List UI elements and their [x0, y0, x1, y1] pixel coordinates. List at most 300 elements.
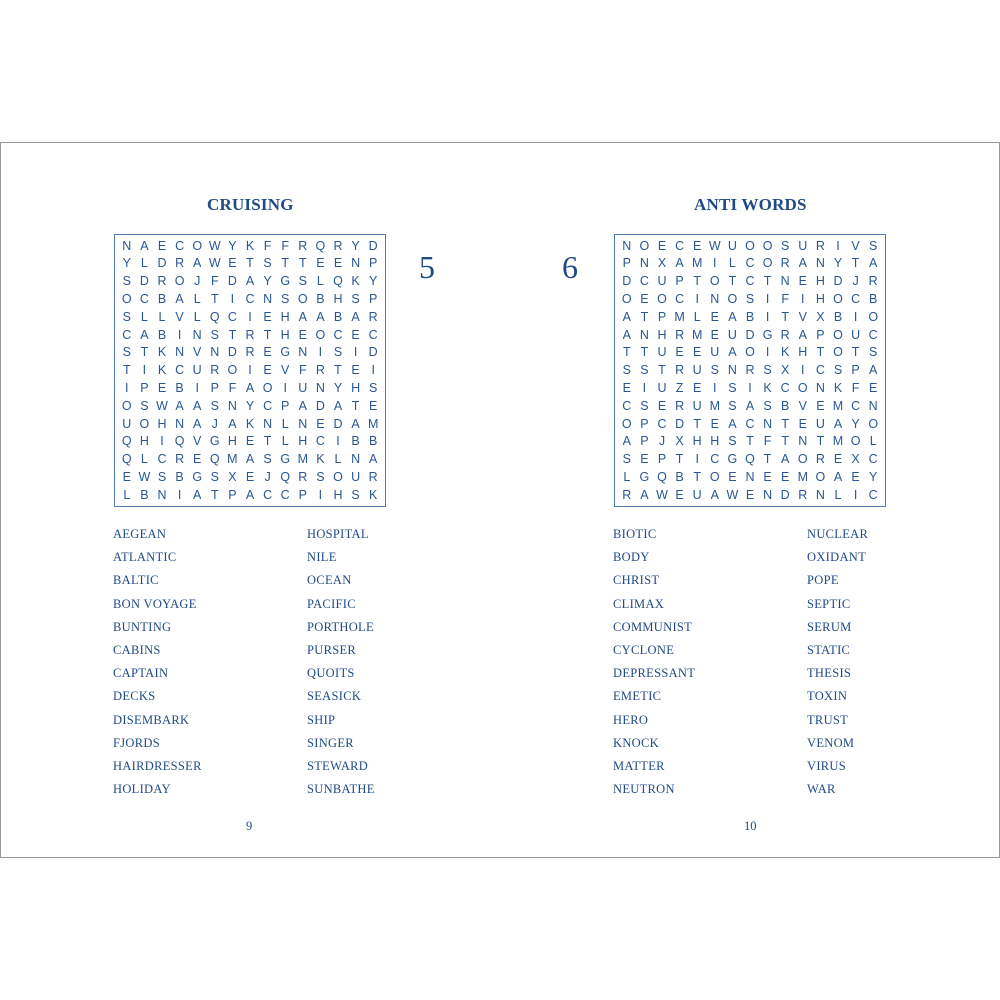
- grid-cell: X: [228, 470, 237, 485]
- grid-cell: R: [175, 256, 185, 271]
- grid-cell: V: [193, 345, 202, 360]
- grid-cell: A: [245, 381, 255, 396]
- grid-cell: T: [693, 274, 702, 289]
- grid-cell: A: [781, 452, 790, 467]
- word-list-item: WAR: [807, 782, 836, 797]
- grid-cell: N: [298, 345, 308, 360]
- puzzle-title: CRUISING: [207, 195, 294, 214]
- page-number: 10: [744, 819, 757, 833]
- grid-cell: O: [192, 238, 203, 253]
- word-list-item: BON VOYAGE: [113, 596, 197, 611]
- grid-cell: E: [369, 398, 378, 413]
- grid-cell: N: [351, 256, 361, 271]
- word-list-item: DEPRESSANT: [613, 666, 696, 681]
- grid-cell: P: [640, 434, 649, 449]
- grid-cell: N: [868, 398, 878, 413]
- word-list-item: CLIMAX: [613, 596, 665, 611]
- grid-cell: T: [728, 274, 737, 289]
- grid-cell: T: [816, 345, 825, 360]
- grid-cell: N: [157, 487, 167, 502]
- grid-cell: O: [621, 292, 632, 307]
- grid-cell: T: [281, 256, 290, 271]
- grid-cell: E: [263, 309, 272, 324]
- grid-cell: F: [763, 434, 772, 449]
- word-list-item: NEUTRON: [613, 782, 675, 797]
- grid-cell: S: [763, 398, 772, 413]
- grid-cell: M: [674, 309, 685, 324]
- grid-cell: B: [781, 398, 790, 413]
- grid-cell: R: [298, 238, 308, 253]
- grid-cell: K: [833, 381, 843, 396]
- grid-cell: I: [195, 381, 199, 396]
- grid-cell: A: [833, 470, 843, 485]
- grid-cell: C: [333, 327, 343, 342]
- grid-cell: A: [245, 274, 255, 289]
- word-list-item: STEWARD: [307, 758, 369, 773]
- grid-cell: N: [351, 452, 361, 467]
- grid-cell: W: [208, 256, 221, 271]
- grid-cell: B: [175, 381, 184, 396]
- grid-cell: O: [797, 381, 808, 396]
- grid-cell: P: [851, 363, 860, 378]
- word-list-item: BUNTING: [113, 619, 172, 634]
- word-list-item: STATIC: [807, 642, 851, 657]
- grid-cell: D: [227, 274, 237, 289]
- grid-cell: O: [139, 416, 150, 431]
- grid-cell: D: [157, 256, 167, 271]
- grid-cell: C: [368, 327, 378, 342]
- grid-cell: R: [868, 274, 878, 289]
- grid-cell: O: [745, 238, 755, 253]
- grid-cell: I: [765, 345, 770, 360]
- grid-cell: I: [248, 363, 252, 378]
- grid-cell: U: [122, 416, 132, 431]
- grid-cell: S: [351, 292, 360, 307]
- grid-cell: A: [245, 452, 255, 467]
- grid-cell: E: [869, 381, 878, 396]
- grid-cell: A: [869, 363, 878, 378]
- grid-cell: S: [281, 292, 290, 307]
- grid-cell: A: [245, 487, 255, 502]
- grid-cell: O: [227, 363, 238, 378]
- grid-cell: C: [227, 309, 237, 324]
- grid-cell: N: [815, 487, 825, 502]
- grid-cell: T: [263, 327, 272, 342]
- grid-cell: I: [230, 292, 235, 307]
- grid-cell: O: [709, 470, 720, 485]
- grid-cell: Z: [675, 381, 684, 396]
- grid-cell: N: [175, 345, 185, 360]
- grid-cell: H: [333, 487, 343, 502]
- grid-cell: U: [815, 416, 825, 431]
- grid-cell: W: [156, 398, 168, 413]
- grid-cell: C: [157, 452, 167, 467]
- grid-cell: C: [280, 487, 290, 502]
- grid-cell: O: [262, 381, 273, 396]
- grid-cell: F: [851, 381, 860, 396]
- word-list-item: CABINS: [113, 642, 161, 657]
- grid-cell: J: [211, 416, 218, 431]
- grid-cell: L: [193, 292, 201, 307]
- grid-cell: D: [333, 416, 343, 431]
- grid-cell: U: [710, 345, 720, 360]
- grid-cell: T: [781, 434, 790, 449]
- grid-cell: R: [210, 363, 220, 378]
- grid-cell: E: [245, 434, 255, 449]
- grid-cell: T: [851, 345, 860, 360]
- grid-cell: U: [692, 398, 702, 413]
- grid-cell: V: [281, 363, 290, 378]
- grid-cell: V: [798, 398, 807, 413]
- grid-cell: O: [639, 238, 650, 253]
- grid-cell: A: [175, 292, 184, 307]
- grid-cell: A: [298, 398, 307, 413]
- grid-cell: O: [745, 345, 755, 360]
- grid-cell: S: [369, 381, 378, 396]
- grid-cell: A: [728, 309, 737, 324]
- word-list-item: OXIDANT: [807, 550, 867, 565]
- grid-cell: T: [210, 487, 219, 502]
- grid-cell: X: [781, 363, 790, 378]
- word-list: [113, 527, 443, 805]
- grid-cell: H: [227, 434, 237, 449]
- grid-cell: Y: [833, 256, 843, 271]
- grid-cell: I: [642, 381, 647, 396]
- grid-cell: Y: [333, 381, 343, 396]
- grid-cell: N: [745, 470, 755, 485]
- grid-cell: J: [658, 434, 666, 449]
- grid-cell: H: [815, 292, 825, 307]
- grid-cell: R: [622, 487, 632, 502]
- grid-cell: A: [798, 256, 807, 271]
- grid-cell: X: [657, 256, 667, 271]
- grid-cell: E: [193, 452, 202, 467]
- grid-cell: E: [122, 470, 131, 485]
- grid-cell: T: [263, 434, 272, 449]
- grid-cell: N: [710, 292, 720, 307]
- grid-cell: G: [762, 327, 773, 342]
- grid-cell: Y: [228, 238, 237, 253]
- word-list-item: PURSER: [307, 642, 357, 657]
- grid-cell: L: [334, 452, 342, 467]
- grid-cell: B: [175, 470, 184, 485]
- grid-cell: E: [798, 416, 807, 431]
- grid-cell: T: [675, 452, 684, 467]
- grid-cell: N: [815, 256, 825, 271]
- grid-cell: N: [175, 416, 185, 431]
- grid-cell: T: [622, 345, 631, 360]
- grid-cell: T: [816, 434, 825, 449]
- grid-cell: S: [728, 434, 737, 449]
- grid-cell: S: [333, 345, 343, 360]
- grid-cell: Y: [122, 256, 131, 271]
- puzzle-number: 5: [419, 249, 435, 285]
- grid-cell: N: [315, 381, 325, 396]
- grid-cell: I: [177, 487, 182, 502]
- word-list-item: SHIP: [307, 712, 336, 727]
- grid-cell: J: [194, 274, 201, 289]
- grid-cell: N: [815, 381, 825, 396]
- grid-cell: F: [281, 238, 290, 253]
- grid-cell: E: [763, 470, 772, 485]
- grid-cell: R: [245, 327, 255, 342]
- grid-cell: E: [333, 256, 343, 271]
- grid-cell: Q: [657, 470, 667, 485]
- grid-cell: N: [763, 487, 773, 502]
- grid-cell: T: [640, 345, 649, 360]
- grid-cell: G: [192, 470, 203, 485]
- grid-cell: E: [157, 238, 167, 253]
- grid-cell: T: [851, 256, 860, 271]
- grid-cell: C: [675, 292, 685, 307]
- grid-cell: B: [157, 327, 167, 342]
- grid-cell: L: [281, 434, 289, 449]
- grid-cell: N: [263, 292, 273, 307]
- grid-cell: G: [280, 345, 291, 360]
- grid-cell: E: [640, 292, 649, 307]
- grid-cell: P: [298, 487, 307, 502]
- puzzle-number: 6: [562, 249, 578, 285]
- grid-cell: W: [656, 487, 668, 502]
- grid-cell: C: [780, 381, 790, 396]
- grid-cell: C: [263, 487, 273, 502]
- grid-cell: C: [175, 363, 185, 378]
- word-list-item: HOLIDAY: [113, 782, 171, 797]
- grid-cell: V: [851, 238, 860, 253]
- grid-cell: I: [853, 309, 858, 324]
- grid-cell: E: [245, 470, 255, 485]
- grid-cell: I: [248, 309, 252, 324]
- grid-cell: E: [657, 238, 667, 253]
- grid-cell: F: [781, 292, 790, 307]
- grid-cell: Q: [333, 274, 343, 289]
- grid-cell: Y: [263, 274, 272, 289]
- grid-cell: E: [693, 381, 702, 396]
- grid-cell: O: [121, 292, 132, 307]
- grid-cell: T: [140, 345, 149, 360]
- grid-cell: O: [762, 256, 773, 271]
- page-left: [1, 143, 500, 857]
- grid-cell: C: [122, 327, 132, 342]
- grid-cell: Q: [209, 309, 220, 324]
- grid-cell: P: [369, 292, 378, 307]
- grid-cell: A: [193, 398, 202, 413]
- grid-cell: C: [245, 292, 255, 307]
- grid-cell: C: [657, 416, 667, 431]
- grid-cell: T: [210, 292, 219, 307]
- word-list-item: OCEAN: [307, 573, 352, 588]
- grid-cell: O: [833, 327, 843, 342]
- grid-cell: A: [622, 327, 631, 342]
- grid-cell: P: [281, 398, 290, 413]
- grid-cell: I: [336, 434, 340, 449]
- grid-cell: U: [298, 381, 308, 396]
- grid-cell: A: [351, 309, 360, 324]
- grid-cell: Y: [851, 416, 860, 431]
- grid-cell: S: [763, 363, 772, 378]
- grid-cell: Y: [351, 238, 360, 253]
- word-list-item: CAPTAIN: [113, 666, 169, 681]
- page-right: [500, 143, 999, 857]
- grid-cell: K: [157, 363, 167, 378]
- grid-cell: N: [298, 416, 308, 431]
- word-list-item: AEGEAN: [113, 527, 167, 541]
- grid-cell: I: [318, 345, 323, 360]
- grid-cell: S: [622, 363, 631, 378]
- grid-cell: E: [675, 487, 684, 502]
- grid-cell: C: [868, 487, 878, 502]
- grid-cell: L: [193, 309, 201, 324]
- grid-cell: N: [227, 398, 237, 413]
- grid-cell: R: [780, 256, 790, 271]
- grid-cell: C: [139, 292, 149, 307]
- grid-cell: M: [367, 416, 379, 431]
- grid-cell: O: [868, 309, 879, 324]
- grid-cell: G: [280, 452, 291, 467]
- grid-cell: T: [781, 309, 790, 324]
- grid-cell: I: [160, 434, 164, 449]
- grid-cell: R: [315, 363, 325, 378]
- word-list-item: NILE: [307, 550, 337, 565]
- grid-cell: S: [640, 363, 649, 378]
- grid-cell: L: [623, 470, 631, 485]
- grid-cell: E: [693, 238, 702, 253]
- grid-cell: U: [727, 327, 737, 342]
- grid-cell: R: [780, 327, 790, 342]
- grid-cell: T: [763, 274, 772, 289]
- grid-cell: U: [657, 381, 667, 396]
- grid-cell: I: [713, 381, 717, 396]
- grid-cell: H: [798, 345, 808, 360]
- grid-cell: A: [640, 487, 649, 502]
- word-list-item: KNOCK: [613, 735, 659, 750]
- grid-cell: T: [298, 256, 307, 271]
- grid-cell: A: [316, 309, 325, 324]
- word-list: [613, 527, 943, 805]
- grid-cell: R: [675, 363, 685, 378]
- grid-cell: J: [264, 470, 271, 485]
- grid-cell: A: [728, 416, 737, 431]
- grid-cell: A: [369, 452, 378, 467]
- grid-cell: A: [728, 345, 737, 360]
- word-list-item: SEASICK: [307, 689, 362, 704]
- grid-cell: N: [192, 327, 202, 342]
- grid-cell: P: [369, 256, 378, 271]
- grid-cell: L: [123, 487, 131, 502]
- grid-cell: C: [675, 238, 685, 253]
- grid-cell: O: [833, 292, 843, 307]
- grid-cell: I: [801, 363, 805, 378]
- grid-cell: H: [351, 381, 361, 396]
- grid-cell: O: [174, 274, 185, 289]
- grid-cell: S: [210, 470, 219, 485]
- grid-cell: Y: [369, 274, 378, 289]
- grid-cell: I: [177, 327, 182, 342]
- grid-cell: K: [316, 452, 325, 467]
- grid-cell: R: [745, 363, 755, 378]
- grid-cell: F: [210, 274, 219, 289]
- grid-cell: O: [657, 292, 667, 307]
- grid-cell: P: [816, 327, 825, 342]
- puzzle-title: ANTI WORDS: [694, 195, 807, 214]
- grid-cell: T: [334, 363, 342, 378]
- grid-cell: S: [210, 398, 219, 413]
- grid-cell: E: [798, 274, 807, 289]
- grid-cell: E: [263, 345, 272, 360]
- word-list-item: SEPTIC: [807, 596, 851, 611]
- grid-cell: O: [297, 292, 308, 307]
- grid-cell: U: [657, 274, 667, 289]
- grid-cell: D: [780, 487, 790, 502]
- grid-cell: I: [353, 345, 358, 360]
- grid-cell: A: [140, 238, 149, 253]
- grid-cell: S: [263, 452, 272, 467]
- grid-cell: D: [675, 416, 685, 431]
- word-list-item: ATLANTIC: [113, 550, 177, 565]
- grid-cell: R: [368, 470, 378, 485]
- grid-cell: R: [175, 452, 185, 467]
- grid-cell: C: [868, 452, 878, 467]
- grid-cell: Q: [121, 452, 132, 467]
- grid-cell: X: [675, 434, 684, 449]
- word-list-item: HOSPITAL: [307, 527, 369, 541]
- grid-cell: H: [280, 327, 290, 342]
- grid-cell: Q: [209, 452, 220, 467]
- grid-cell: H: [139, 434, 149, 449]
- grid-cell: U: [192, 363, 202, 378]
- grid-cell: Q: [280, 470, 291, 485]
- word-list-item: MATTER: [613, 758, 665, 773]
- grid-cell: U: [692, 487, 702, 502]
- grid-cell: G: [280, 274, 291, 289]
- grid-cell: P: [675, 274, 684, 289]
- grid-cell: D: [227, 345, 237, 360]
- grid-cell: U: [851, 327, 861, 342]
- grid-cell: H: [333, 292, 343, 307]
- grid-cell: C: [868, 327, 878, 342]
- grid-cell: Q: [745, 452, 755, 467]
- grid-cell: I: [371, 363, 375, 378]
- grid-cell: V: [798, 309, 807, 324]
- word-list-item: POPE: [807, 573, 839, 588]
- grid-cell: C: [175, 238, 185, 253]
- grid-cell: C: [710, 452, 720, 467]
- grid-cell: S: [140, 398, 149, 413]
- grid-cell: N: [639, 256, 649, 271]
- grid-cell: A: [710, 487, 719, 502]
- grid-cell: O: [833, 345, 843, 360]
- grid-cell: H: [657, 327, 667, 342]
- grid-cell: S: [728, 398, 737, 413]
- grid-cell: U: [657, 345, 667, 360]
- grid-cell: E: [675, 345, 684, 360]
- grid-cell: O: [797, 452, 808, 467]
- grid-cell: E: [710, 327, 719, 342]
- grid-cell: E: [710, 309, 719, 324]
- grid-cell: N: [263, 416, 273, 431]
- grid-cell: C: [315, 434, 325, 449]
- grid-cell: P: [640, 416, 649, 431]
- grid-cell: A: [833, 416, 843, 431]
- grid-cell: W: [708, 238, 721, 253]
- grid-cell: S: [728, 381, 737, 396]
- grid-cell: O: [315, 327, 326, 342]
- grid-cell: T: [763, 452, 772, 467]
- grid-cell: S: [122, 309, 131, 324]
- grid-cell: H: [692, 434, 702, 449]
- grid-cell: K: [157, 345, 167, 360]
- word-list-item: BALTIC: [113, 573, 159, 588]
